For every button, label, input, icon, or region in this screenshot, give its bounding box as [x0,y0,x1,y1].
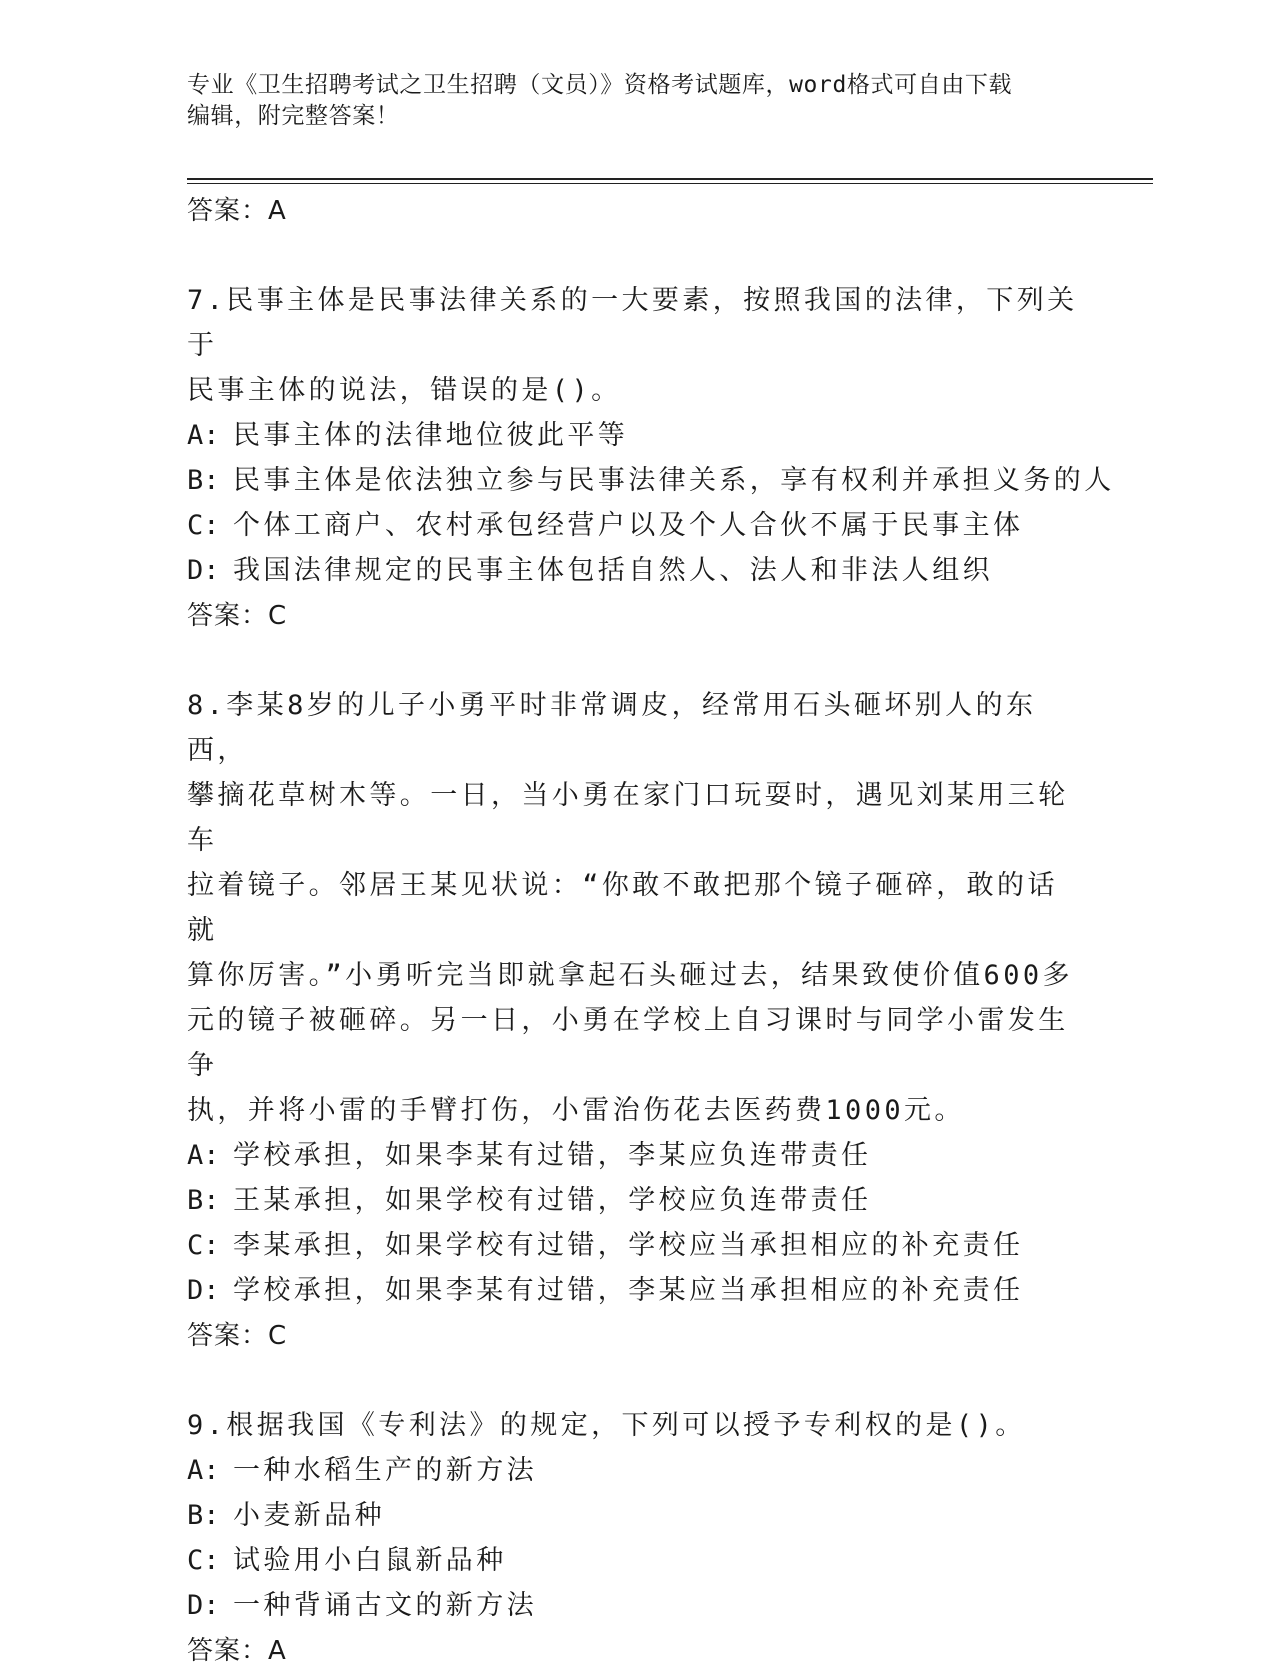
option-a [187,1448,1087,1493]
option-letter: D: [187,1590,220,1621]
question-text-line: 民事主体的说法，错误的是()。 [187,375,622,406]
option-letter: B: [187,1500,220,1531]
option-text: 一种背诵古文的新方法 [233,1590,537,1621]
answer-line: 答案：C [187,1321,288,1351]
header-line-1: 专业《卫生招聘考试之卫生招聘（文员）》资格考试题库，word格式可自由下载 [187,72,1013,98]
option-text: 学校承担，如果李某有过错，李某应负连带责任 [233,1140,872,1171]
spacer [187,639,1087,683]
option-letter: C: [187,510,220,541]
question-text-line: 执，并将小雷的手臂打伤，小雷治伤花去医药费1000元。 [187,1095,965,1126]
header-divider-thick [187,178,1153,180]
question-text-line: 8.李某8岁的儿子小勇平时非常调皮，经常用石头砸坏别人的东西， [187,690,1037,766]
question-text-line: 7.民事主体是民事法律关系的一大要素，按照我国的法律，下列关于 [187,285,1078,361]
option-letter: C: [187,1545,220,1576]
option-text: 李某承担，如果学校有过错，学校应当承担相应的补充责任 [233,1230,1024,1261]
question-block [187,278,1115,639]
option-text: 个体工商户、农村承包经营户以及个人合伙不属于民事主体 [233,510,1024,541]
page-header [187,70,1087,132]
option-letter: D: [187,555,220,586]
answer-line: 答案：A [187,1636,287,1666]
previous-answer: 答案：A [187,196,287,226]
option-d [187,1583,1087,1628]
option-letter: D: [187,1275,220,1306]
option-text: 王某承担，如果学校有过错，学校应负连带责任 [233,1185,872,1216]
option-letter: A: [187,420,220,451]
option-a [187,413,1087,458]
spacer [187,234,1087,278]
option-b [187,1493,1087,1538]
question-text-line: 9.根据我国《专利法》的规定，下列可以授予专利权的是()。 [187,1410,1026,1441]
option-letter: A: [187,1455,220,1486]
question-text-line: 元的镜子被砸碎。另一日，小勇在学校上自习课时与同学小雷发生争 [187,1005,1069,1081]
question-block [187,683,1087,1359]
option-b [187,458,1115,503]
option-a [187,1133,1087,1178]
header-divider-thin [187,183,1153,184]
option-text: 试验用小白鼠新品种 [233,1545,507,1576]
option-b [187,1178,1087,1223]
option-letter: B: [187,1185,220,1216]
option-text: 小麦新品种 [233,1500,385,1531]
option-d [187,548,1087,593]
question-block [187,1403,1087,1674]
option-c [187,1538,1087,1583]
spacer [187,1359,1087,1403]
option-letter: B: [187,465,220,496]
option-text: 民事主体的法律地位彼此平等 [233,420,629,451]
option-text: 一种水稻生产的新方法 [233,1455,537,1486]
option-c [187,1223,1087,1268]
header-line-2: 编辑，附完整答案！ [187,103,400,129]
option-text: 我国法律规定的民事主体包括自然人、法人和非法人组织 [233,555,993,586]
question-text-line: 拉着镜子。邻居王某见状说：“你敢不敢把那个镜子砸碎，敢的话就 [187,870,1058,946]
option-text: 学校承担，如果李某有过错，李某应当承担相应的补充责任 [233,1275,1024,1306]
option-d [187,1268,1087,1313]
option-letter: A: [187,1140,220,1171]
option-c [187,503,1087,548]
option-text: 民事主体是依法独立参与民事法律关系，享有权利并承担义务的人 [233,465,1115,496]
question-text-line: 攀摘花草树木等。一日，当小勇在家门口玩耍时，遇见刘某用三轮车 [187,780,1069,856]
option-letter: C: [187,1230,220,1261]
question-text-line: 算你厉害。”小勇听完当即就拿起石头砸过去，结果致使价值600多 [187,960,1073,991]
question-list [187,188,1115,1674]
answer-line: 答案：C [187,601,288,631]
